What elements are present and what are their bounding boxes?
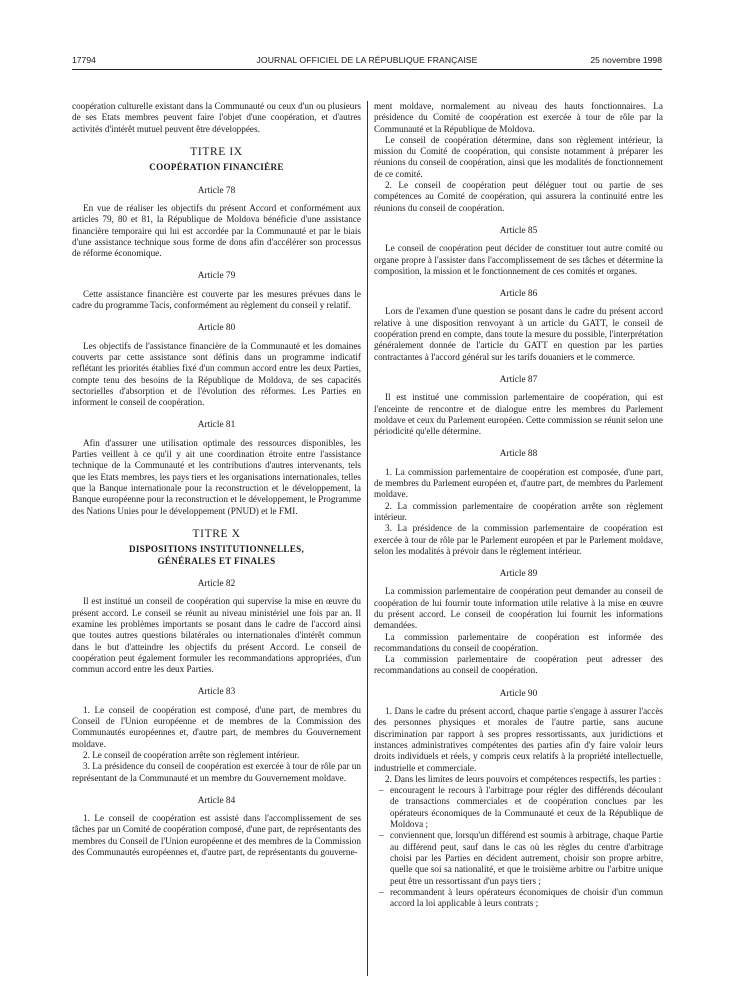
paragraph: 2. Le conseil de coopération arrête son règlement intérieur. xyxy=(83,749,300,760)
paragraph: Il est institué un conseil de coopération qui supervise la mise en œuvre du présent accord. Le conseil se réunit au niveau ministériel une fois par an. Il examine les problèmes importants se posant dans le cadre de l'accord ainsi que toutes autres questions bilatérales ou internationales d'intérêt commun dans le but d'atteindre les objectifs du présent Accord. Le conseil de coopération peut également formuler les recommandations appropriées, d'un commun accord entre les deux Parties. xyxy=(72,596,361,675)
paragraph: 1. Le conseil de coopération est assisté dans l'accomplissement de ses tâches par un Comité de coopération composé, d'une part, de représentants des membres du Conseil de l'Union européenne et des membres de la Commission des Communautés européennes et, d'autre part, de représentants du gouverne- xyxy=(72,813,361,858)
list-item: – encouragent le recours à l'arbitrage pour régler des différends découlant de transactions commerciales et de coopération conclues par les opérateurs économiques de la Communauté et ceux de la République de Moldova ; xyxy=(390,785,663,830)
article-heading: Article 84 xyxy=(197,795,236,806)
article-heading: Article 89 xyxy=(499,569,538,580)
publication-date: 25 novembre 1998 xyxy=(590,55,662,65)
paragraph: La commission parlementaire de coopération peut adresser des recommandations au conseil de coopération. xyxy=(374,654,663,676)
title-heading: TITRE IX xyxy=(190,145,243,158)
article-heading: Article 78 xyxy=(197,185,236,196)
paragraph: 2. Dans les limites de leurs pouvoirs et compétences respectifs, les parties : xyxy=(385,773,662,784)
paragraph: 1. Le conseil de coopération est composé, d'une part, de membres du Conseil de l'Union européenne et de membres de la Commission des Communautés européennes et, d'autre part, de membres du Gouvernement moldave. xyxy=(72,704,361,749)
article-heading: Article 79 xyxy=(197,271,236,282)
paragraph: 2. Le conseil de coopération peut déléguer tout ou partie de ses compétences au Comité de coopération, qui assurera la continuité entre les réunions du conseil de coopération. xyxy=(374,180,663,213)
page-number: 17794 xyxy=(72,55,96,65)
paragraph: Il est institué une commission parlementaire de coopération, qui est l'enceinte de rencontre et de dialogue entre les membres du Parlement moldave et ceux du Parlement européen. Cette commission se réunit selon une périodicité qu'elle détermine. xyxy=(374,392,663,437)
paragraph: La commission parlementaire de coopération est informée des recommandations du conseil de coopération. xyxy=(374,631,663,653)
header-rule xyxy=(72,69,662,70)
paragraph: Lors de l'examen d'une question se posant dans le cadre du présent accord relative à une disposition renvoyant à un article du GATT, le conseil de coopération prend en compte, dans toute la mesure du possible, l'interprétation généralement donnée de l'article du GATT en question par les parties contractantes à l'accord général sur les tarifs douaniers et le commerce. xyxy=(374,306,663,362)
article-heading: Article 90 xyxy=(499,688,538,699)
paragraph: Les objectifs de l'assistance financière de la Communauté et les domaines couverts par cette assistance sont définis dans un programme indicatif reflétant les priorités établies fixé d'un commun accord entre les deux Parties, compte tenu des besoins de la République de Moldova, de ses capacités sectorielles d'absorption et de l'évolution des réformes. Les Parties en informent le conseil de coopération. xyxy=(72,340,361,408)
paragraph: Le conseil de coopération peut décider de constituer tout autre comité ou organe propre à l'assister dans l'accomplissement de ses tâches et détermine la composition, la mission et le fonctionnement de ces comités et organes. xyxy=(374,243,663,276)
paragraph: Cette assistance financière est couverte par les mesures prévues dans le cadre du programme Tacis, conformément au règlement du conseil y relatif. xyxy=(72,288,361,311)
title-heading: TITRE X xyxy=(192,527,241,540)
title-subheading: DISPOSITIONS INSTITUTIONNELLES, xyxy=(128,544,305,555)
left-column xyxy=(72,101,361,858)
paragraph: 3. La présidence du conseil de coopération est exercée à tour de rôle par un représentant de la Communauté et un membre du Gouvernement moldave. xyxy=(72,761,361,783)
paragraph: Le conseil de coopération détermine, dans son règlement intérieur, la mission du Comité de coopération, qui consiste notamment à préparer les réunions du conseil de coopération, ainsi que les modalités de fonctionnement de ce comité. xyxy=(374,134,663,179)
paragraph: 2. La commission parlementaire de coopération arrête son règlement intérieur. xyxy=(374,500,663,522)
article-heading: Article 81 xyxy=(197,420,236,431)
article-heading: Article 86 xyxy=(499,289,538,300)
paragraph: 1. Dans le cadre du présent accord, chaque partie s'engage à assurer l'accès des personnes physiques et morales de l'autre partie, sans aucune discrimination par rapport à ses propres ressortissants, aux juridictions et instances administratives compétentes des parties afin d'y faire valoir leurs droits individuels et réels, y compris ceux relatifs à la propriété intellectuelle, industrielle et commerciale. xyxy=(374,706,663,773)
paragraph: Afin d'assurer une utilisation optimale des ressources disponibles, les Parties veillent à ce qu'il y ait une coordination étroite entre l'assistance technique de la Communauté et les contributions d'autres intervenants, tels que les Etats membres, les pays tiers et les organisations internationales, telles que la Banque internationale pour la reconstruction et le développement, la Banque européenne pour la reconstruction et le développement, le Programme des Nations Unies pour le développement (PNUD) et le FMI. xyxy=(72,437,361,516)
title-subheading: GÉNÉRALES ET FINALES xyxy=(157,555,276,566)
page-header xyxy=(72,53,662,67)
list-item: – recommandent à leurs opérateurs économiques de choisir d'un commun accord la loi applicable à leurs contrats ; xyxy=(390,887,663,910)
article-heading: Article 88 xyxy=(499,449,538,460)
journal-title: JOURNAL OFFICIEL DE LA RÉPUBLIQUE FRANÇAISE xyxy=(256,55,478,65)
paragraph: 1. La commission parlementaire de coopération est composée, d'une part, de membres du Parlement européen et, d'autre part, de membres du Parlement moldave. xyxy=(374,466,663,500)
article-heading: Article 80 xyxy=(197,323,236,334)
article-heading: Article 83 xyxy=(197,687,236,698)
title-subheading: COOPÉRATION FINANCIÈRE xyxy=(149,162,284,173)
article-heading: Article 82 xyxy=(197,579,236,590)
paragraph: 3. La présidence de la commission parlementaire de coopération est exercée à tour de rôle par le Parlement européen et par le Parlement moldave, selon les modalités à prévoir dans le règlement intérieur. xyxy=(374,523,663,556)
right-column xyxy=(374,101,663,909)
article-heading: Article 85 xyxy=(499,225,538,236)
column-divider xyxy=(367,101,368,976)
list-item: – conviennent que, lorsqu'un différend est soumis à arbitrage, chaque Partie au différend peut, sauf dans le cas où les règles du centre d'arbitrage choisi par les Parties en décident autrement, choisir son propre arbitre, quelle que soi sa nationalité, et que le troisième arbitre ou l'arbitre unique peut être un ressortissant d'un pays tiers ; xyxy=(390,830,663,886)
dash-list xyxy=(374,785,663,909)
paragraph: En vue de réaliser les objectifs du présent Accord et conformément aux articles 79, 80 et 81, la République de Moldova bénéficie d'une assistance financière temporaire qui lui est accordée par la Communauté et par le biais d'une assistance technique sous forme de dons afin d'accélérer son processus de réforme économique. xyxy=(72,202,361,259)
paragraph: coopération culturelle existant dans la Communauté ou ceux d'un ou plusieurs de ses Etats membres peuvent faire l'objet d'une coopération, et d'autres activités d'intérêt mutuel peuvent être développées. xyxy=(72,101,361,134)
article-heading: Article 87 xyxy=(499,374,538,385)
paragraph: ment moldave, normalement au niveau des hauts fonctionnaires. La présidence du Comité de coopération est exercée à tour de rôle par la Communauté et la République de Moldova. xyxy=(374,101,663,134)
paragraph: La commission parlementaire de coopération peut demander au conseil de coopération de lui fournir toute information utile relative à la mise en œuvre du présent accord. Le conseil de coopération lui fournit les informations demandées. xyxy=(374,586,663,631)
